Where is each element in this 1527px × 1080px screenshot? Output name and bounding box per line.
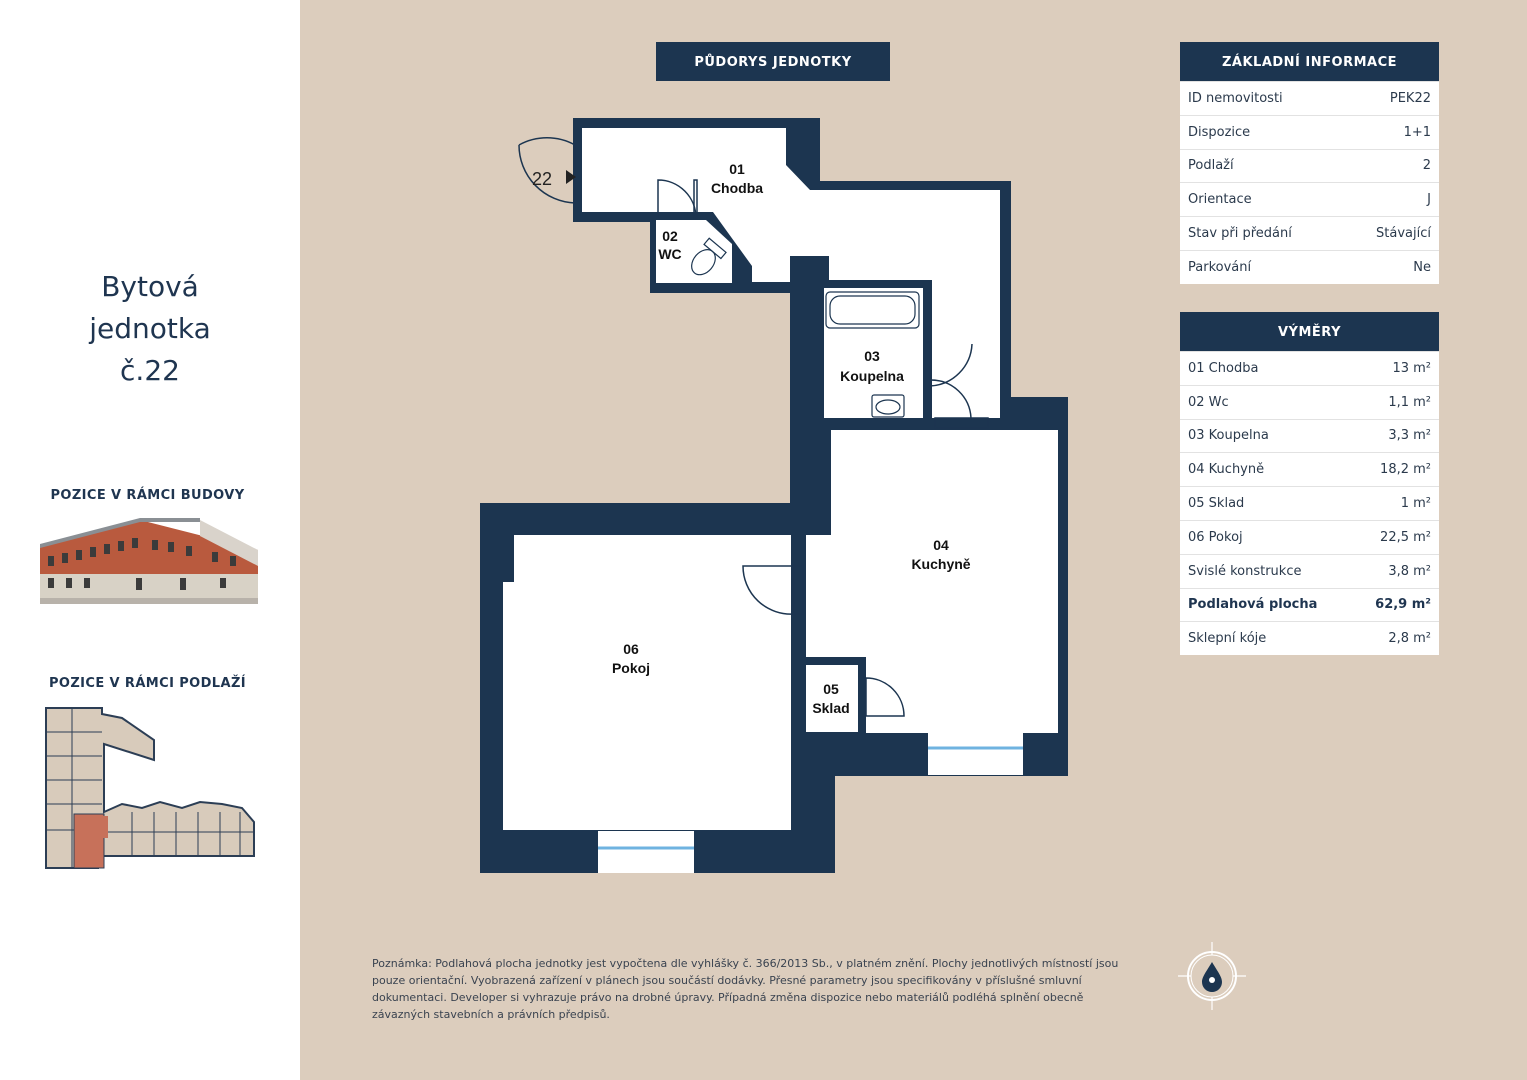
info-label: Parkování: [1188, 259, 1252, 275]
info-row: [1180, 182, 1439, 216]
disclaimer-note: Poznámka: Podlahová plocha jednotky jest vypočtena dle vyhlášky č. 366/2013 Sb., v platném znění. Plochy jednotlivých místností jsou pouze orientační. Vyobrazená zařízení v plánech jsou součástí dodávky. Přesné parametry jsou specifikovány v příslušné smluvní dokumentaci. Developer si vyhrazuje právo na drobné úpravy. Případná změna dispozice nebo materiálů podléhá splnění obecně závazných stavebních a právních předpisů.: [372, 957, 1119, 1021]
room-label-name-06: Pokoj: [611, 660, 651, 676]
compass-icon: [1178, 942, 1246, 1010]
info-value: J: [1427, 192, 1431, 208]
info-label: Dispozice: [1188, 124, 1251, 140]
unit-title-line-2: jednotka: [89, 312, 211, 345]
room-label-number-04: 04: [933, 537, 949, 553]
floor-thumbnail: [42, 704, 262, 874]
room-label-number-03: 03: [864, 348, 880, 364]
area-value: 2,8 m²: [1388, 631, 1431, 647]
info-value: Stávající: [1376, 226, 1431, 242]
area-label: 05 Sklad: [1188, 496, 1245, 512]
info-value: 1+1: [1403, 124, 1431, 140]
area-label: Podlahová plocha: [1188, 597, 1318, 613]
info-value: PEK22: [1389, 90, 1431, 106]
area-row: [1180, 385, 1439, 419]
area-label: 06 Pokoj: [1188, 529, 1243, 545]
area-row: [1180, 486, 1439, 520]
info-label: Orientace: [1188, 192, 1252, 208]
room-pokoj: [503, 535, 791, 830]
room-sklad: [806, 665, 858, 732]
area-row: [1180, 351, 1439, 385]
info-row: [1180, 81, 1439, 115]
area-value: 1 m²: [1400, 496, 1431, 512]
area-label: Sklepní kóje: [1188, 631, 1267, 647]
info-label: Stav při předání: [1188, 226, 1292, 242]
info-value: 2: [1422, 158, 1431, 174]
room-label-number-05: 05: [823, 681, 839, 697]
info-label: ID nemovitosti: [1188, 90, 1283, 106]
area-row: [1180, 621, 1439, 655]
area-label: 04 Kuchyně: [1188, 462, 1265, 478]
area-value: 62,9 m²: [1375, 597, 1431, 613]
room-label-number-02: 02: [662, 228, 678, 244]
area-label: 01 Chodba: [1188, 360, 1259, 376]
info-row: [1180, 216, 1439, 250]
entrance-number: 22: [532, 169, 553, 189]
total-area-row: [1180, 588, 1439, 622]
building-thumbnail: [40, 516, 258, 604]
unit-title: [0, 266, 300, 392]
area-label: 03 Koupelna: [1188, 428, 1269, 444]
room-label-name-01: Chodba: [710, 180, 764, 196]
basic-info-panel: [1180, 42, 1439, 284]
area-row: [1180, 520, 1439, 554]
room-label-name-03: Koupelna: [840, 368, 904, 384]
room-label-name-02: WC: [658, 246, 682, 262]
floor-plan-heading: PŮDORYS JEDNOTKY: [656, 42, 890, 81]
areas-heading: VÝMĚRY: [1180, 312, 1439, 351]
area-row: [1180, 452, 1439, 486]
info-value: Ne: [1413, 259, 1431, 275]
area-value: 18,2 m²: [1380, 462, 1431, 478]
floor-plan: [470, 110, 1080, 885]
area-value: 3,3 m²: [1388, 428, 1431, 444]
info-row: [1180, 115, 1439, 149]
sidebar: [0, 0, 300, 1080]
area-value: 22,5 m²: [1380, 529, 1431, 545]
area-row: [1180, 554, 1439, 588]
info-row: [1180, 250, 1439, 284]
areas-panel: [1180, 312, 1439, 655]
area-value: 1,1 m²: [1388, 394, 1431, 410]
area-row: [1180, 419, 1439, 453]
room-label-number-01: 01: [729, 161, 745, 177]
area-label: 02 Wc: [1188, 394, 1229, 410]
unit-title-line-3: č.22: [120, 354, 180, 387]
room-label-name-04: Kuchyně: [911, 556, 971, 572]
area-value: 3,8 m²: [1388, 563, 1431, 579]
area-label: Svislé konstrukce: [1188, 563, 1302, 579]
info-row: [1180, 149, 1439, 183]
basic-info-heading: ZÁKLADNÍ INFORMACE: [1180, 42, 1439, 81]
unit-title-line-1: Bytová: [101, 270, 199, 303]
room-label-name-05: Sklad: [812, 700, 850, 716]
info-label: Podlaží: [1188, 158, 1234, 174]
floor-position-heading: POZICE V RÁMCI PODLAŽÍ: [48, 676, 247, 691]
area-value: 13 m²: [1392, 360, 1431, 376]
building-position-heading: POZICE V RÁMCI BUDOVY: [50, 488, 245, 503]
room-label-number-06: 06: [623, 641, 639, 657]
